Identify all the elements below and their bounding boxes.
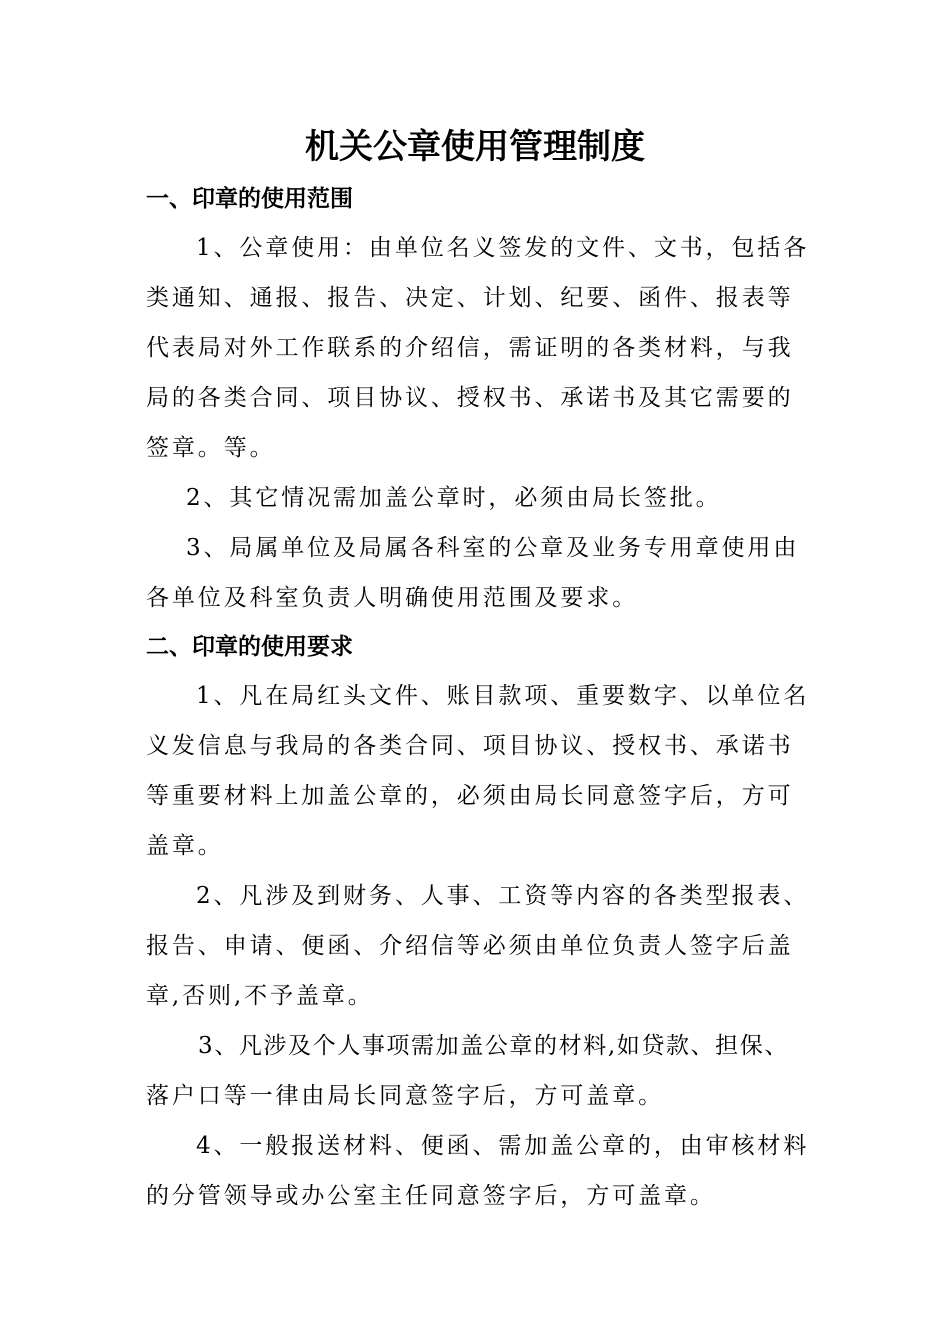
paragraph-line: 章,否则,不予盖章。	[146, 983, 374, 1009]
paragraph-line: 的分管领导或办公室主任同意签字后，方可盖章。	[146, 1183, 716, 1209]
paragraph-line: 各单位及科室负责人明确使用范围及要求。	[146, 585, 639, 611]
paragraph-line: 2、其它情况需加盖公章时，必须由局长签批。	[186, 485, 722, 511]
paragraph-line: 2、凡涉及到财务、人事、工资等内容的各类型报表、	[196, 883, 810, 909]
section-heading-usage-requirements: 二、印章的使用要求	[146, 634, 353, 660]
paragraph-line: 3、局属单位及局属各科室的公章及业务专用章使用由	[186, 535, 800, 561]
paragraph-line: 4、一般报送材料、便函、需加盖公章的，由审核材料	[196, 1133, 810, 1159]
paragraph-line: 3、凡涉及个人事项需加盖公章的材料,如贷款、担保、	[198, 1033, 789, 1059]
paragraph-line: 报告、申请、便函、介绍信等必须由单位负责人签字后盖	[146, 933, 794, 959]
paragraph-line: 类通知、通报、报告、决定、计划、纪要、函件、报表等	[146, 285, 794, 311]
document-title: 机关公章使用管理制度	[305, 127, 645, 167]
paragraph-line: 局的各类合同、项目协议、授权书、承诺书及其它需要的	[146, 385, 794, 411]
paragraph-line: 签章。等。	[146, 435, 276, 461]
paragraph-line: 1、公章使用：由单位名义签发的文件、文书，包括各	[196, 235, 810, 261]
section-heading-usage-scope: 一、印章的使用范围	[146, 186, 353, 212]
paragraph-line: 代表局对外工作联系的介绍信，需证明的各类材料，与我	[146, 335, 794, 361]
paragraph-line: 盖章。	[146, 833, 224, 859]
paragraph-line: 1、凡在局红头文件、账目款项、重要数字、以单位名	[196, 683, 810, 709]
paragraph-line: 落户口等一律由局长同意签字后，方可盖章。	[146, 1083, 664, 1109]
paragraph-line: 义发信息与我局的各类合同、项目协议、授权书、承诺书	[146, 733, 794, 759]
paragraph-line: 等重要材料上加盖公章的，必须由局长同意签字后，方可	[146, 783, 794, 809]
